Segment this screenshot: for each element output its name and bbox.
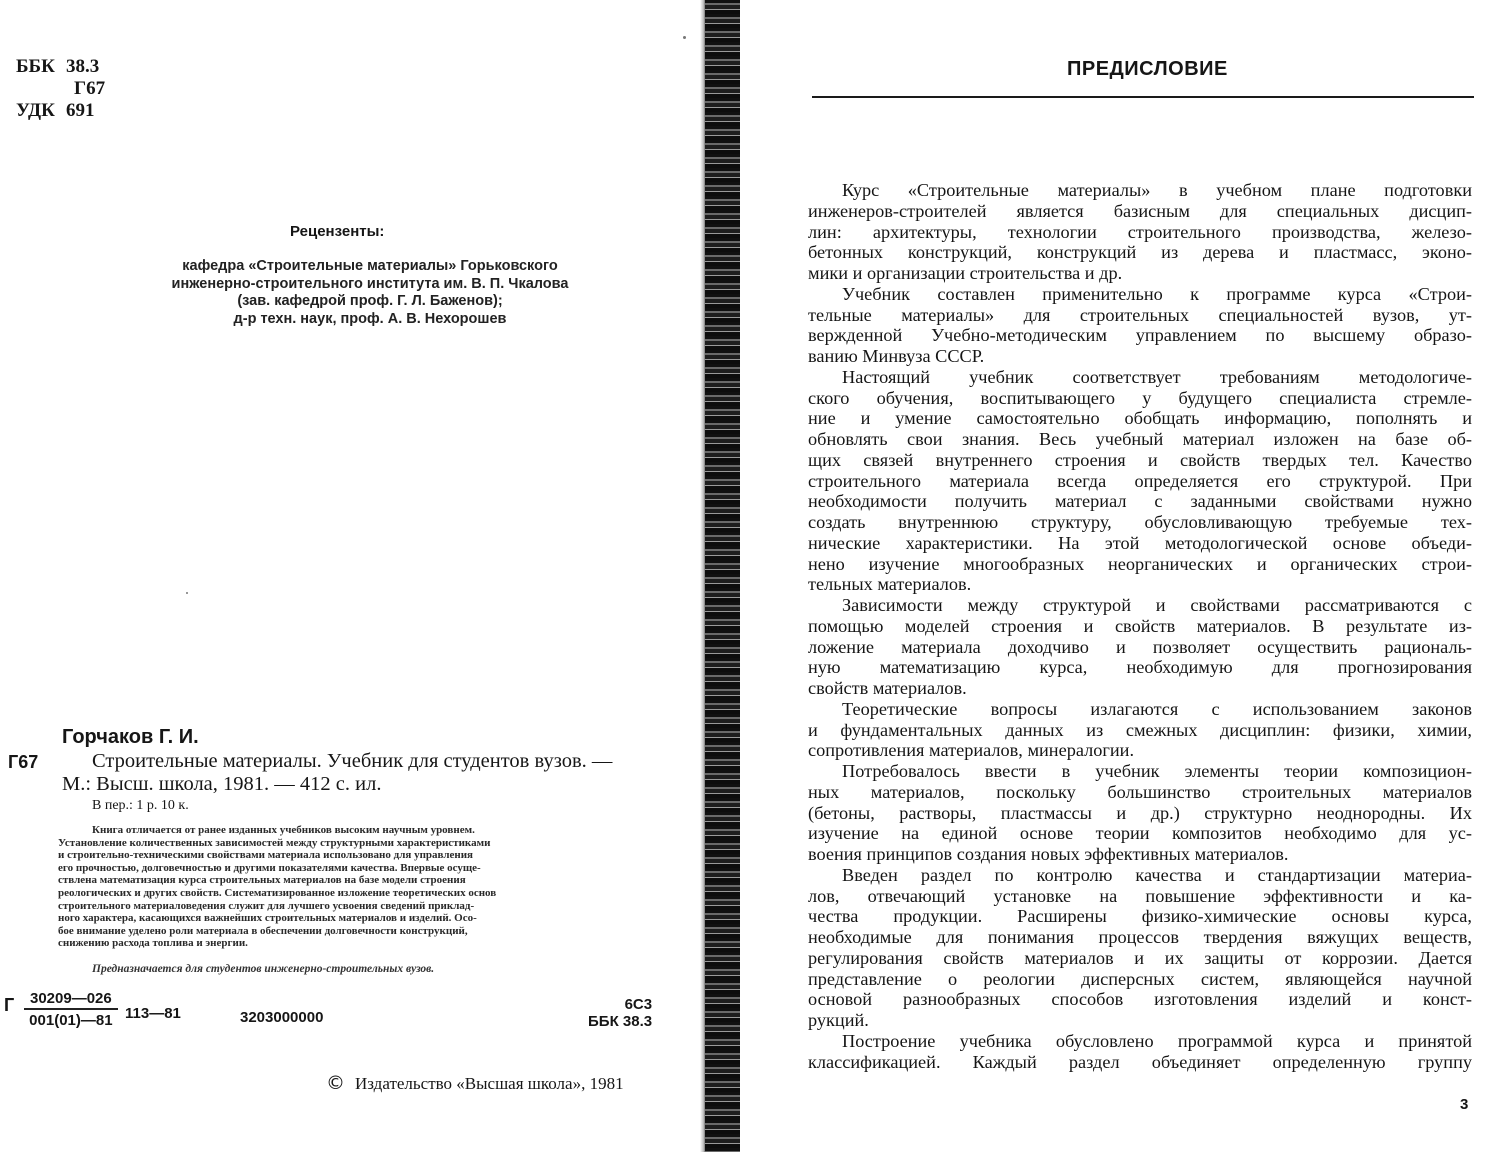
catalog-number: 3203000000 [240,1009,324,1026]
body-line: тельные материалы» для строительных специальностей вузов, ут- [808,304,1472,325]
body-line: Зависимости между структурой и свойствами рассматриваются с [842,595,1472,615]
copyright-line [326,1072,624,1094]
body-line: помощью моделей строения и свойств материалов. В результате из- [808,615,1472,636]
body-line: воения принципов создания новых эффективных материалов. [808,844,1289,864]
reviewers-title: Рецензенты: [290,223,385,240]
abstract-line: Книга отличается от ранее изданных учебников высоким научным уровнем. [92,824,475,836]
index-6c3: 6С3 [624,996,653,1013]
body-line: необходимые для понимания процессов твердения вяжущих веществ, [808,927,1472,947]
body-line: Теоретические вопросы излагаются с использованием законов [842,698,1472,719]
body-line: Введен раздел по контролю качества и стандартизации материа- [842,864,1472,885]
left-page [0,0,705,1152]
author-code: Г67 [8,752,39,772]
book-spine [705,0,740,1152]
bbk-label: ББК [16,56,55,77]
body-line: (бетоны, растворы, пластмассы и др.) структурно неоднородны. Их [808,802,1472,823]
body-line: Настоящий учебник соответствует требованиям методологиче- [842,366,1472,387]
body-line: необходимости получить материал с заданными свойствами нужно [808,491,1472,512]
body-line: щих связей внутреннего строения и свойств твердых тел. Качество [808,449,1472,470]
body-line: ных материалов, поскольку большинство строительных материалов [808,781,1472,802]
body-line: сопротивления материалов, минералогии. [808,740,1135,761]
body-line: изучение на единой основе теории композитов необходимо для ус- [808,823,1472,844]
intended-audience: Предназначается для студентов инженерно-строительных вузов. [92,963,435,975]
body-line: чества продукции. Расширены физико-химические основы курса, [808,906,1472,927]
body-line: свойств материалов. [808,678,967,698]
body-line: и фундаментальных данных из смежных дисциплин: физики, химии, [808,719,1472,740]
body-line: вержденной Учебно-методическим управлением по высшему образо- [808,325,1472,346]
abstract-line: бое внимание уделено роли материала в обеспечении долговечности конструкций, [58,924,468,937]
abstract-line: его прочностью, долговечностью и другими показателями качества. Впервые осуще- [58,861,481,874]
reviewer-line: д-р техн. наук, проф. А. В. Нехорошев [233,310,507,327]
body-line: представление о реологии дисперсных систем, являющейся научной [808,968,1472,989]
body-line: обновлять свои знания. Весь учебный материал изложен на базе об- [808,429,1472,449]
body-line: лин: архитектуры, технологии строительного производства, железо- [808,221,1472,242]
book-title: Строительные материалы. Учебник для студентов вузов. — [92,750,613,772]
fraction-tail: 113—81 [125,1005,181,1022]
publisher-line: М.: Высш. школа, 1981. — 412 с. ил. [62,773,382,795]
author-code-top: Г67 [74,78,106,99]
body-line: нические характеристики. На этой методологической основе объеди- [808,532,1472,553]
abstract-line: реологических и других свойств. Систематизированное изложение теоретических основ [58,886,497,899]
body-line: рукций. [808,1010,869,1030]
index-fraction [24,990,118,1029]
body-line: Учебник составлен применительно к программе курса «Строи- [842,283,1472,304]
body-line: ского обучения, воспитывающего у будущего специалиста стремле- [808,387,1472,408]
abstract-line: строительного материаловедения служит для лучшего усвоения сведений приклад- [58,899,475,912]
body-line: Построение учебника обусловлено программой курса и принятой [842,1030,1472,1051]
udk-label: УДК [16,100,55,121]
price: В пер.: 1 р. 10 к. [92,798,189,813]
body-line: строительного материала всегда определяется его структурой. При [808,470,1472,491]
body-line: основой разнообразных способов изготовления изделий и конст- [808,989,1472,1010]
reviewers-list [90,258,650,328]
copyright-text: Издательство «Высшая школа», 1981 [355,1074,624,1093]
copyright-icon: © [326,1072,345,1094]
body-line: нено изучение многообразных неорганических и органических строи- [808,553,1472,574]
bbk-bottom: ББК 38.3 [588,1013,653,1030]
classification-block [16,56,105,122]
body-line: ложение материала доходчиво и позволяет осуществить рациональ- [808,636,1472,657]
body-line: ние и умение самостоятельно обобщать информацию, пополнять и [808,408,1472,429]
reviewer-line: кафедра «Строительные материалы» Горьковского [182,258,558,274]
body-line: бетонных конструкций, конструкций из дерева и пластмасс, эконо- [808,242,1472,263]
reviewer-line: инженерно-строительного института им. В. П. Чкалова [171,275,569,292]
fraction-denominator: 001(01)—81 [29,1012,113,1029]
body-line: лов, отвечающий установке на повышение эффективности и ка- [808,885,1472,906]
udk-value: 691 [66,100,95,121]
reviewer-line: (зав. кафедрой проф. Г. Л. Баженов); [237,293,503,309]
body-line: тельных материалов. [808,574,972,595]
fraction-numerator: 30209—026 [24,990,118,1010]
author-name: Горчаков Г. И. [62,726,199,748]
abstract-line: Установление количественных зависимостей между структурными характеристиками [58,836,491,849]
index-g-mark: Г [4,995,15,1015]
preface-body [808,180,1472,1072]
body-line: мики и организации строительства и др. [808,263,1123,283]
scan-speck [186,592,188,594]
bbk-bottom-block [588,996,652,1030]
body-line: классификацией. Каждый раздел объединяет определенную группу [808,1051,1472,1072]
body-line: инженеров-строителей является базисным для специальных дисцип- [808,200,1472,221]
scan-speck [683,36,686,39]
body-line: Потребовалось ввести в учебник элементы теории композицион- [842,761,1472,781]
abstract-line: и строительно-техническими свойствами материала использовано для управления [58,849,474,862]
bbk-value: 38.3 [66,56,100,77]
abstract-line: снижению расхода топлива и энергии. [58,937,248,950]
body-line: регулирования свойств материалов и их защиты от коррозии. Дается [808,947,1472,968]
abstract-line: ствлена математизация курса строительных материалов на базе модели строения [58,874,466,887]
body-line: создать внутреннюю структуру, обусловливающую требуемые тех- [808,512,1472,532]
page-number: 3 [1460,1096,1469,1113]
title-rule [812,96,1474,98]
abstract [58,824,664,950]
abstract-line: ного характера, касающихся важнейших строительных материалов и изделий. Осо- [58,912,477,925]
body-line: Курс «Строительные материалы» в учебном плане подготовки [842,180,1472,200]
preface-title: ПРЕДИСЛОВИЕ [1067,58,1228,80]
body-line: ванию Минвуза СССР. [808,346,985,366]
body-line: ную математизацию курса, необходимую для прогнозирования [808,657,1472,678]
